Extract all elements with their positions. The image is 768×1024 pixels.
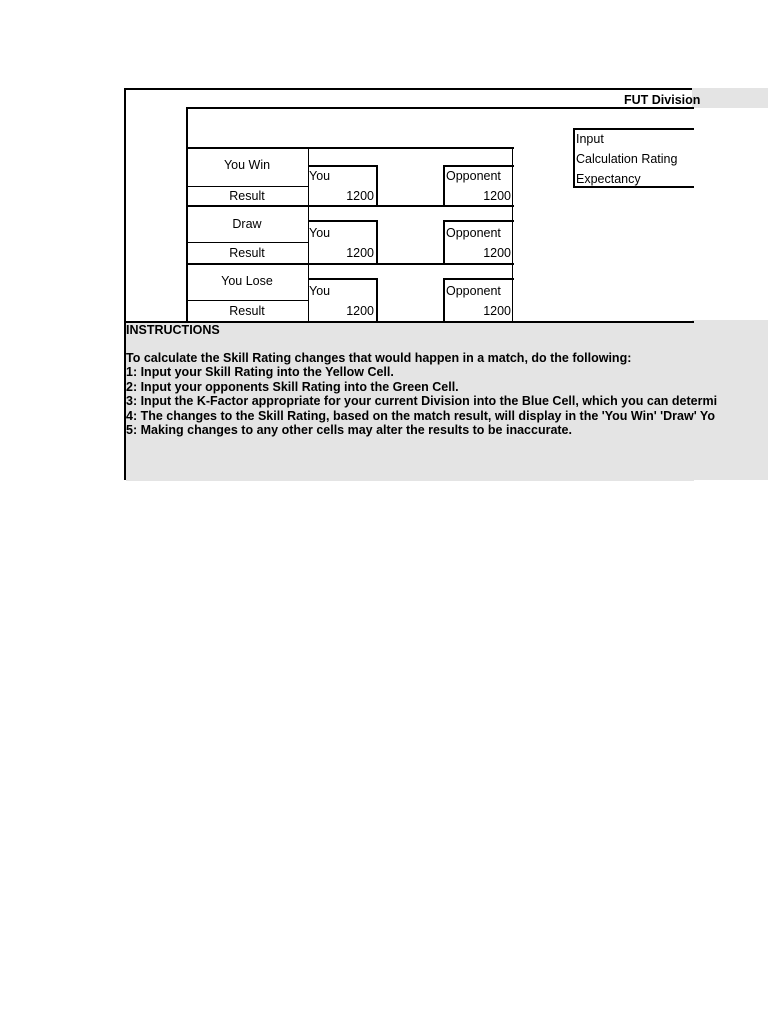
section-you-win [186,147,514,205]
you-rating-value[interactable]: 1200 [346,189,374,203]
section-label: You Lose [221,274,273,288]
legend-box [573,128,694,188]
instruction-step-2: 2: Input your opponents Skill Rating into the Green Cell. [126,380,459,394]
instructions-heading: INSTRUCTIONS [126,323,220,337]
opponent-label: Opponent [446,169,501,183]
instruction-step-3: 3: Input the K-Factor appropriate for your current Division into the Blue Cell, which you can determi [126,394,718,408]
section-draw [186,205,514,263]
instruction-step-1: 1: Input your Skill Rating into the Yellow Cell. [126,365,394,379]
page-title: FUT Division [624,93,701,107]
you-label: You [309,169,331,183]
section-label: You Win [223,158,271,172]
instruction-step-5: 5: Making changes to any other cells may alter the results to be inaccurate. [126,423,572,437]
result-label: Result [229,189,265,203]
legend-input: Input [576,132,604,146]
opponent-label: Opponent [446,284,501,298]
legend-calculation-rating: Calculation Rating [576,152,678,166]
you-rating-value[interactable]: 1200 [346,304,374,318]
opponent-label: Opponent [446,226,501,240]
you-label: You [309,284,331,298]
legend-expectancy: Expectancy [576,172,641,186]
result-label: Result [229,304,265,318]
you-rating-value[interactable]: 1200 [346,246,374,260]
result-label: Result [229,246,265,260]
opponent-rating-value[interactable]: 1200 [483,246,511,260]
section-label: Draw [232,217,262,231]
you-label: You [309,226,331,240]
inner-box-top [186,107,694,109]
opponent-rating-value[interactable]: 1200 [483,304,511,318]
instructions-panel [126,321,718,481]
calculator-frame [124,88,718,480]
section-you-lose [186,263,514,321]
instruction-step-4: 4: The changes to the Skill Rating, based on the match result, will display in the 'You Win' 'Draw' Yo [126,409,715,423]
instructions-intro: To calculate the Skill Rating changes that would happen in a match, do the following: [126,351,632,365]
opponent-rating-value[interactable]: 1200 [483,189,511,203]
